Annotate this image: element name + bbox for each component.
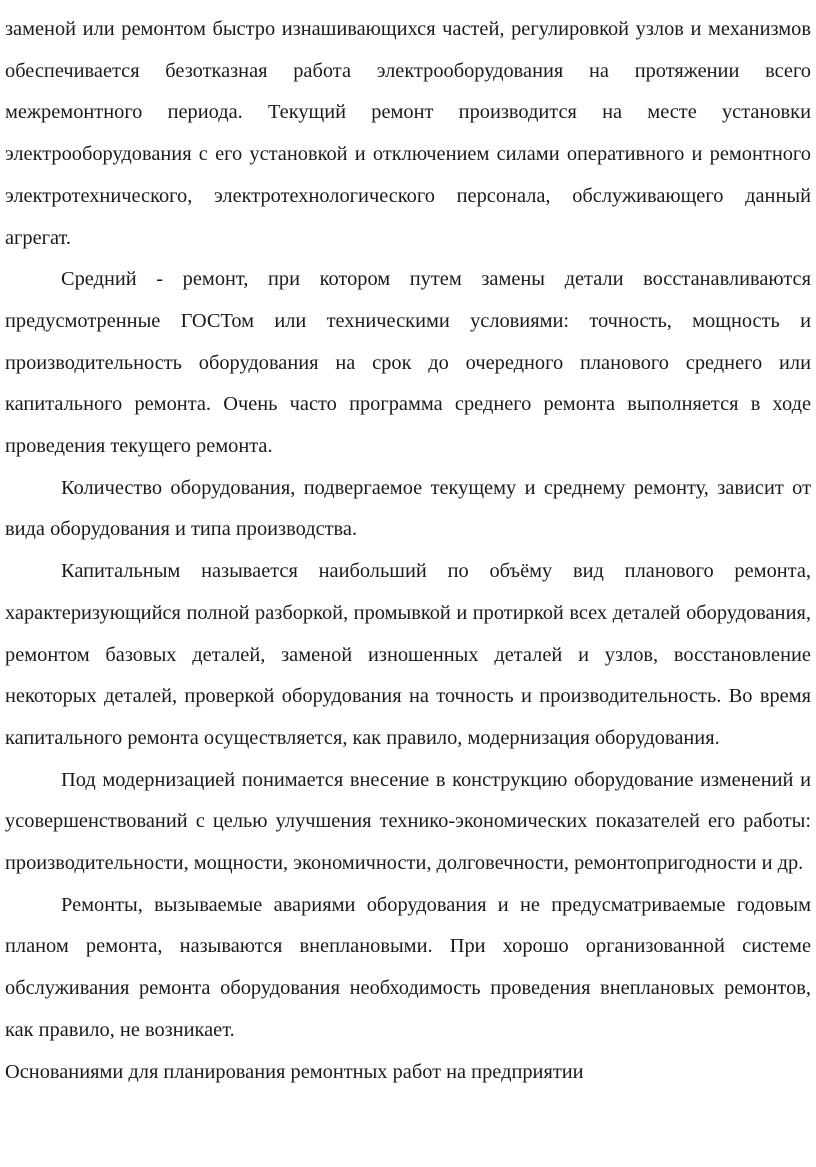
paragraph-equipment-quantity: Количество оборудования, подвергаемое текущему и среднему ремонту, зависит от вида оборудования и типа производства. [5, 476, 811, 541]
document-body [5, 0, 811, 1093]
paragraph-capital-repair: Капитальным называется наибольший по объёму вид планового ремонта, характеризующийся полной разборкой, промывкой и протиркой всех деталей оборудования, ремонтом базовых деталей, заменой изношенных деталей и узлов, восстановление некоторых деталей, проверкой оборудования на точность и производительность. Во время капитального ремонта осуществляется, как правило, модернизация оборудования. [5, 560, 811, 749]
paragraph-medium-repair: Средний - ремонт, при котором путем замены детали восстанавливаются предусмотренные ГОСТом или техническими условиями: точность, мощность и производительность оборудования на срок до очередного планового среднего или капитального ремонта. Очень часто программа среднего ремонта выполняется в ходе проведения текущего ремонта. [5, 268, 811, 458]
paragraph-modernization: Под модернизацией понимается внесение в конструкцию оборудование изменений и усовершенствований с целью улучшения технико-экономических показателей его работы: производительности, мощности, экономичности, долговечности, ремонтопригодности и др. [5, 768, 811, 875]
paragraph-unplanned-repairs: Ремонты, вызываемые авариями оборудования и не предусматриваемые годовым планом ремонта, называются внеплановыми. При хорошо организованной системе обслуживания ремонта оборудования необходимость проведения внеплановых ремонтов, как правило, не возникает. [5, 893, 811, 1041]
paragraph-current-repair-continuation: заменой или ремонтом быстро изнашивающихся частей, регулировкой узлов и механизмов обеспечивается безотказная работа электрооборудования на протяжении всего межремонтного периода. Текущий ремонт производится на месте установки электрооборудования с его установкой и отключением силами оперативного и ремонтного электротехнического, электротехнологического персонала, обслуживающего данный агрегат. [5, 18, 811, 249]
paragraph-planning-grounds: Основаниями для планирования ремонтных работ на предприятии [5, 1060, 584, 1083]
